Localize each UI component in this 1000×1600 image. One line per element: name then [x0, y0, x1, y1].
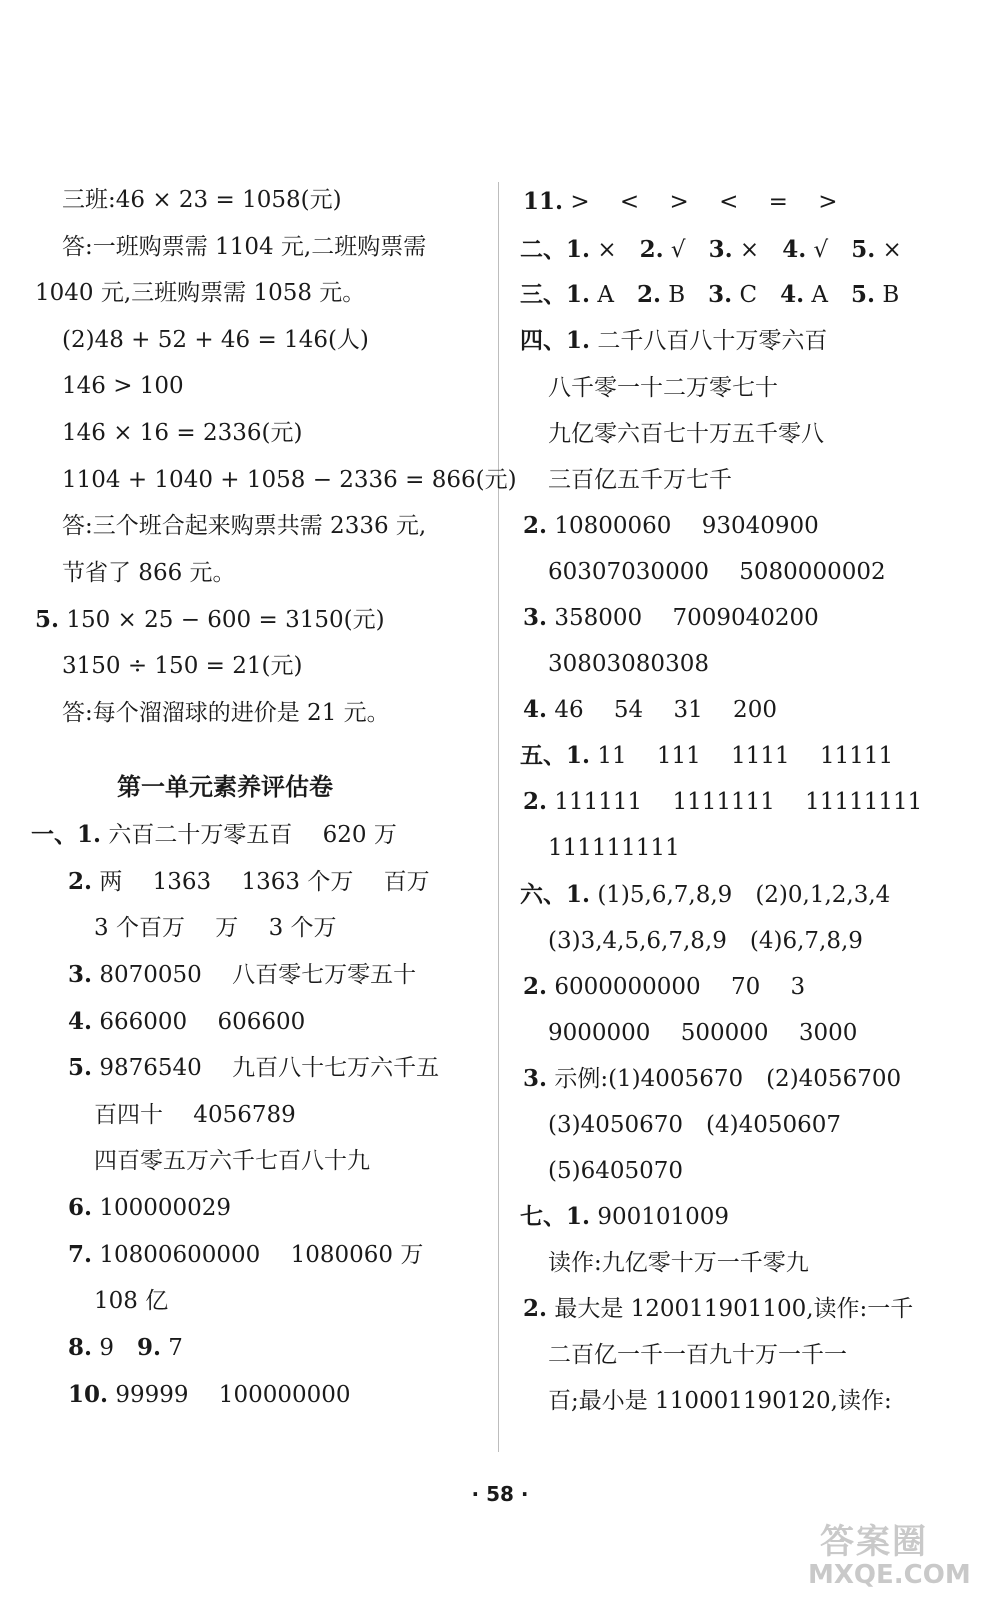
answer-line: 四、1. 二千八百八十万零六百	[520, 327, 828, 354]
answer-line: (3)3,4,5,6,7,8,9 (4)6,7,8,9	[548, 928, 863, 954]
answer-line: 3. 8070050 八百零七万零五十	[68, 961, 417, 988]
answer-line: 3. 示例:(1)4005670 (2)4056700	[523, 1065, 902, 1092]
answer-line: 百四十 4056789	[94, 1102, 296, 1128]
answer-line: 111111111	[548, 835, 680, 861]
answer-line: 1104 + 1040 + 1058 − 2336 = 866(元)	[62, 467, 517, 493]
answer-line: 2. 10800060 93040900	[523, 512, 819, 539]
answer-line: 六、1. (1)5,6,7,8,9 (2)0,1,2,3,4	[520, 881, 891, 908]
column-divider	[498, 182, 499, 1452]
answer-line: 5. 9876540 九百八十七万六千五	[68, 1054, 440, 1081]
answer-line: 五、1. 11 111 1111 11111	[520, 742, 894, 769]
answer-line: 答:三个班合起来购票共需 2336 元,	[62, 513, 427, 539]
answer-line: (3)4050670 (4)4050607	[548, 1112, 842, 1138]
answer-line: 八千零一十二万零七十	[548, 375, 778, 401]
answer-line: 8. 9 9. 7	[68, 1334, 183, 1361]
answer-line: 答:每个溜溜球的进价是 21 元。	[62, 700, 390, 726]
page-number: · 58 ·	[471, 1482, 529, 1506]
answer-line: 3. 358000 7009040200	[523, 604, 819, 631]
answer-line: 四百零五万六千七百八十九	[94, 1148, 370, 1174]
answer-line: 11. > < > < = >	[523, 188, 838, 215]
answer-line: 3150 ÷ 150 = 21(元)	[62, 653, 303, 679]
answer-line: 七、1. 900101009	[520, 1203, 730, 1230]
answer-line: (2)48 + 52 + 46 = 146(人)	[62, 327, 369, 353]
answer-line: 60307030000 5080000002	[548, 559, 886, 585]
answer-line: 三、1. A 2. B 3. C 4. A 5. B	[520, 281, 900, 308]
answer-line: 2. 两 1363 1363 个万 百万	[68, 868, 430, 895]
answer-line: 146 > 100	[62, 373, 184, 399]
answer-line: 9000000 500000 3000	[548, 1020, 858, 1046]
answer-line: 2. 111111 1111111 11111111	[523, 788, 923, 815]
answer-line: 30803080308	[548, 651, 709, 677]
watermark-logo	[780, 1510, 980, 1595]
answer-line: 三百亿五千万七千	[548, 467, 732, 493]
answer-line: 6. 100000029	[68, 1194, 232, 1221]
answer-line: 108 亿	[94, 1288, 169, 1314]
answer-line: 九亿零六百七十万五千零八	[548, 421, 824, 447]
answer-line: 2. 最大是 120011901100,读作:一千	[523, 1295, 914, 1322]
answer-line: 4. 46 54 31 200	[523, 696, 777, 723]
answer-line: 一、1. 六百二十万零五百 620 万	[31, 821, 397, 848]
answer-line: 节省了 866 元。	[62, 560, 236, 586]
answer-line: (5)6405070	[548, 1158, 684, 1184]
answer-line: 三班:46 × 23 = 1058(元)	[62, 187, 342, 213]
answer-line: 百;最小是 110001190120,读作:	[548, 1388, 892, 1414]
answer-line: 146 × 16 = 2336(元)	[62, 420, 303, 446]
section-heading: 第一单元素养评估卷	[117, 772, 333, 801]
answer-line: 10. 99999 100000000	[68, 1381, 351, 1408]
answer-line: 二百亿一千一百九十万一千一	[548, 1342, 847, 1368]
watermark-chars: 答案圈	[820, 1522, 928, 1562]
answer-line: 读作:九亿零十万一千零九	[548, 1250, 809, 1276]
answer-line: 7. 10800600000 1080060 万	[68, 1241, 424, 1268]
answer-line: 5. 150 × 25 − 600 = 3150(元)	[35, 606, 385, 633]
answer-line: 1040 元,三班购票需 1058 元。	[35, 280, 366, 306]
answer-line: 3 个百万 万 3 个万	[94, 915, 337, 941]
answer-line: 2. 6000000000 70 3	[523, 973, 806, 1000]
answer-line: 4. 666000 606600	[68, 1008, 306, 1035]
watermark-url: MXQE.COM	[808, 1560, 971, 1590]
answer-line: 二、1. × 2. √ 3. × 4. √ 5. ×	[520, 236, 902, 263]
answer-line: 答:一班购票需 1104 元,二班购票需	[62, 234, 427, 260]
